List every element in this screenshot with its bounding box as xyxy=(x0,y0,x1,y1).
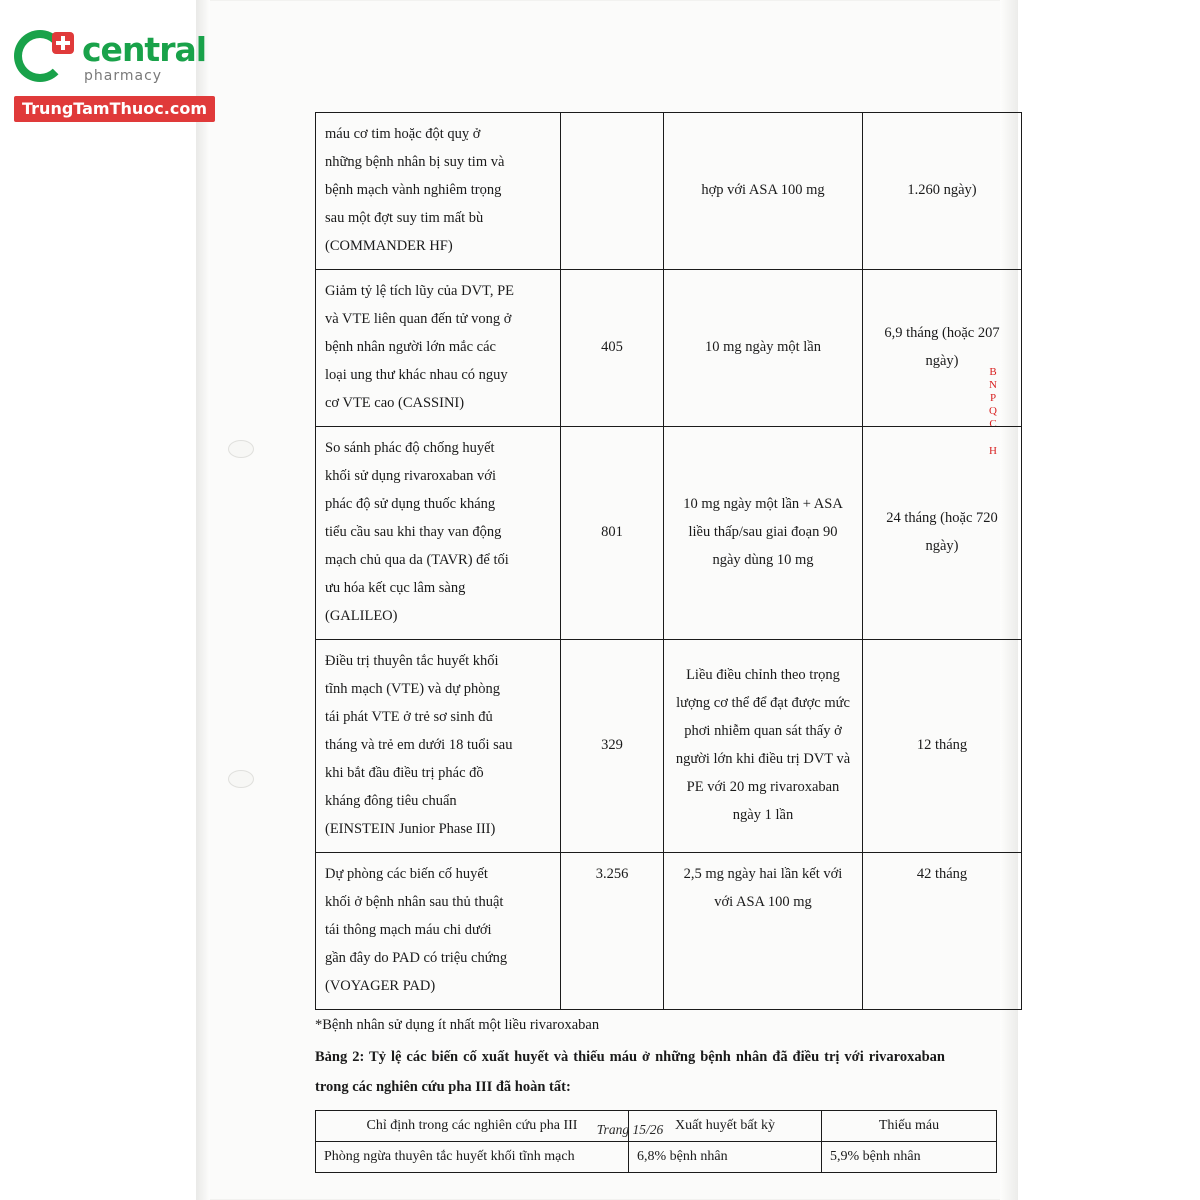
page-edge-left xyxy=(196,0,210,1200)
duration-cell: 42 tháng xyxy=(863,853,1022,1010)
patient-count-cell: 329 xyxy=(561,640,664,853)
dose-cell: 10 mg ngày một lần xyxy=(664,270,863,427)
dose-cell: 10 mg ngày một lần + ASA liều thấp/sau giai đoạn 90 ngày dùng 10 mg xyxy=(664,427,863,640)
column-header-any-bleeding: Xuất huyết bất kỳ xyxy=(629,1111,822,1142)
indication-line: phác độ sử dụng thuốc kháng xyxy=(325,496,496,512)
indication-line: cơ VTE cao (CASSINI) xyxy=(325,395,465,411)
indication-cell xyxy=(316,427,561,640)
brand-name: central xyxy=(82,29,207,69)
patient-count-cell: 801 xyxy=(561,427,664,640)
bleeding-anemia-table xyxy=(315,1110,997,1173)
brand-subtitle: pharmacy xyxy=(84,67,163,84)
duration-cell: 1.260 ngày) xyxy=(863,113,1022,270)
patient-count-cell: 3.256 xyxy=(561,853,664,1010)
table-row xyxy=(316,1142,997,1173)
indication-line: kháng đông tiêu chuẩn xyxy=(325,793,457,809)
indication-cell xyxy=(316,270,561,427)
patient-count-cell xyxy=(561,113,664,270)
indication-line: So sánh phác độ chống huyết xyxy=(325,440,495,456)
indication-line: Dự phòng các biến cố huyết xyxy=(325,866,488,882)
page-footer: Trang 15/26 xyxy=(596,1122,664,1137)
indication-line: bệnh mạch vành nghiêm trọng xyxy=(325,182,502,198)
dose-cell: Liều điều chỉnh theo trọng lượng cơ thể để đạt được mức phơi nhiễm quan sát thấy ở người lớn khi điều trị DVT và PE với 20 mg rivaroxaban ngày 1 lần xyxy=(664,640,863,853)
indication-line: gần đây do PAD có triệu chứng xyxy=(325,950,508,966)
indication-line: (VOYAGER PAD) xyxy=(325,978,436,994)
duration-cell: 24 tháng (hoặc 720 ngày) xyxy=(863,427,1022,640)
annotation-char: H xyxy=(989,445,997,457)
table2-caption: Bảng 2: Tỷ lệ các biến cố xuất huyết và thiếu máu ở những bệnh nhân đã điều trị với rivaroxaban trong các nghiên cứu pha III đã hoàn tất: xyxy=(315,1049,945,1095)
duration-cell: 6,9 tháng (hoặc 207 ngày) xyxy=(863,270,1022,427)
indication-line: (COMMANDER HF) xyxy=(325,238,453,254)
central-pharmacy-logo-icon xyxy=(14,28,74,88)
indication-line: tĩnh mạch (VTE) và dự phòng xyxy=(325,681,500,697)
column-header-indication: Chỉ định trong các nghiên cứu pha III xyxy=(316,1111,629,1142)
indication-line: tiểu cầu sau khi thay van động xyxy=(325,524,502,540)
annotation-char: B xyxy=(989,366,997,378)
table-row xyxy=(316,427,1022,640)
indication-line: tháng và trẻ em dưới 18 tuổi sau xyxy=(325,737,513,753)
indication-line: (GALILEO) xyxy=(325,608,398,624)
any-bleeding-cell: 6,8% bệnh nhân xyxy=(629,1142,822,1173)
table-row xyxy=(316,113,1022,270)
indication-line: sau một đợt suy tim mất bù xyxy=(325,210,484,226)
table-row xyxy=(316,640,1022,853)
indication-line: tái phát VTE ở trẻ sơ sinh đủ xyxy=(325,709,493,725)
clinical-studies-table xyxy=(315,112,1022,1010)
logo-row xyxy=(14,28,224,88)
indication-line: ưu hóa kết cục lâm sàng xyxy=(325,580,466,596)
indication-line: và VTE liên quan đến tử vong ở xyxy=(325,311,512,327)
patient-count-cell: 405 xyxy=(561,270,664,427)
indication-line: mạch chủ qua da (TAVR) để tối xyxy=(325,552,509,568)
annotation-char: N xyxy=(989,379,997,391)
column-header-anemia: Thiếu máu xyxy=(822,1111,997,1142)
indication-line: khối sử dụng rivaroxaban với xyxy=(325,468,496,484)
indication-cell xyxy=(316,113,561,270)
anemia-cell: 5,9% bệnh nhân xyxy=(822,1142,997,1173)
annotation-char: P xyxy=(989,392,997,404)
indication-line: khối ở bệnh nhân sau thủ thuật xyxy=(325,894,504,910)
annotation-char: C xyxy=(989,418,997,430)
dose-cell: hợp với ASA 100 mg xyxy=(664,113,863,270)
indication-line: Giảm tỷ lệ tích lũy của DVT, PE xyxy=(325,283,514,299)
indication-cell xyxy=(316,640,561,853)
duration-cell: 12 tháng xyxy=(863,640,1022,853)
document-body xyxy=(315,112,1000,1173)
indication-line: khi bắt đầu điều trị phác đồ xyxy=(325,765,484,781)
indication-cell: Phòng ngừa thuyên tắc huyết khối tĩnh mạch xyxy=(316,1142,629,1173)
indication-line: Điều trị thuyên tắc huyết khối xyxy=(325,653,499,669)
indication-line: bệnh nhân người lớn mắc các xyxy=(325,339,496,355)
dose-cell: 2,5 mg ngày hai lần kết với với ASA 100 mg xyxy=(664,853,863,1010)
watermark-logo xyxy=(14,28,224,122)
indication-line: máu cơ tim hoặc đột quỵ ở xyxy=(325,126,481,142)
table-row xyxy=(316,270,1022,427)
medical-cross-icon xyxy=(52,32,74,54)
indication-cell xyxy=(316,853,561,1010)
site-url-badge: TrungTamThuoc.com xyxy=(14,96,215,122)
annotation-char: Q xyxy=(989,405,997,417)
table-row xyxy=(316,853,1022,1010)
indication-line: (EINSTEIN Junior Phase III) xyxy=(325,821,496,837)
hole-punch-mark xyxy=(228,770,254,788)
indication-line: loại ung thư khác nhau có nguy xyxy=(325,367,508,383)
table-footnote: *Bệnh nhân sử dụng ít nhất một liều rivaroxaban xyxy=(315,1017,600,1033)
indication-line: tái thông mạch máu chi dưới xyxy=(325,922,492,938)
indication-line: những bệnh nhân bị suy tim và xyxy=(325,154,505,170)
hole-punch-mark xyxy=(228,440,254,458)
